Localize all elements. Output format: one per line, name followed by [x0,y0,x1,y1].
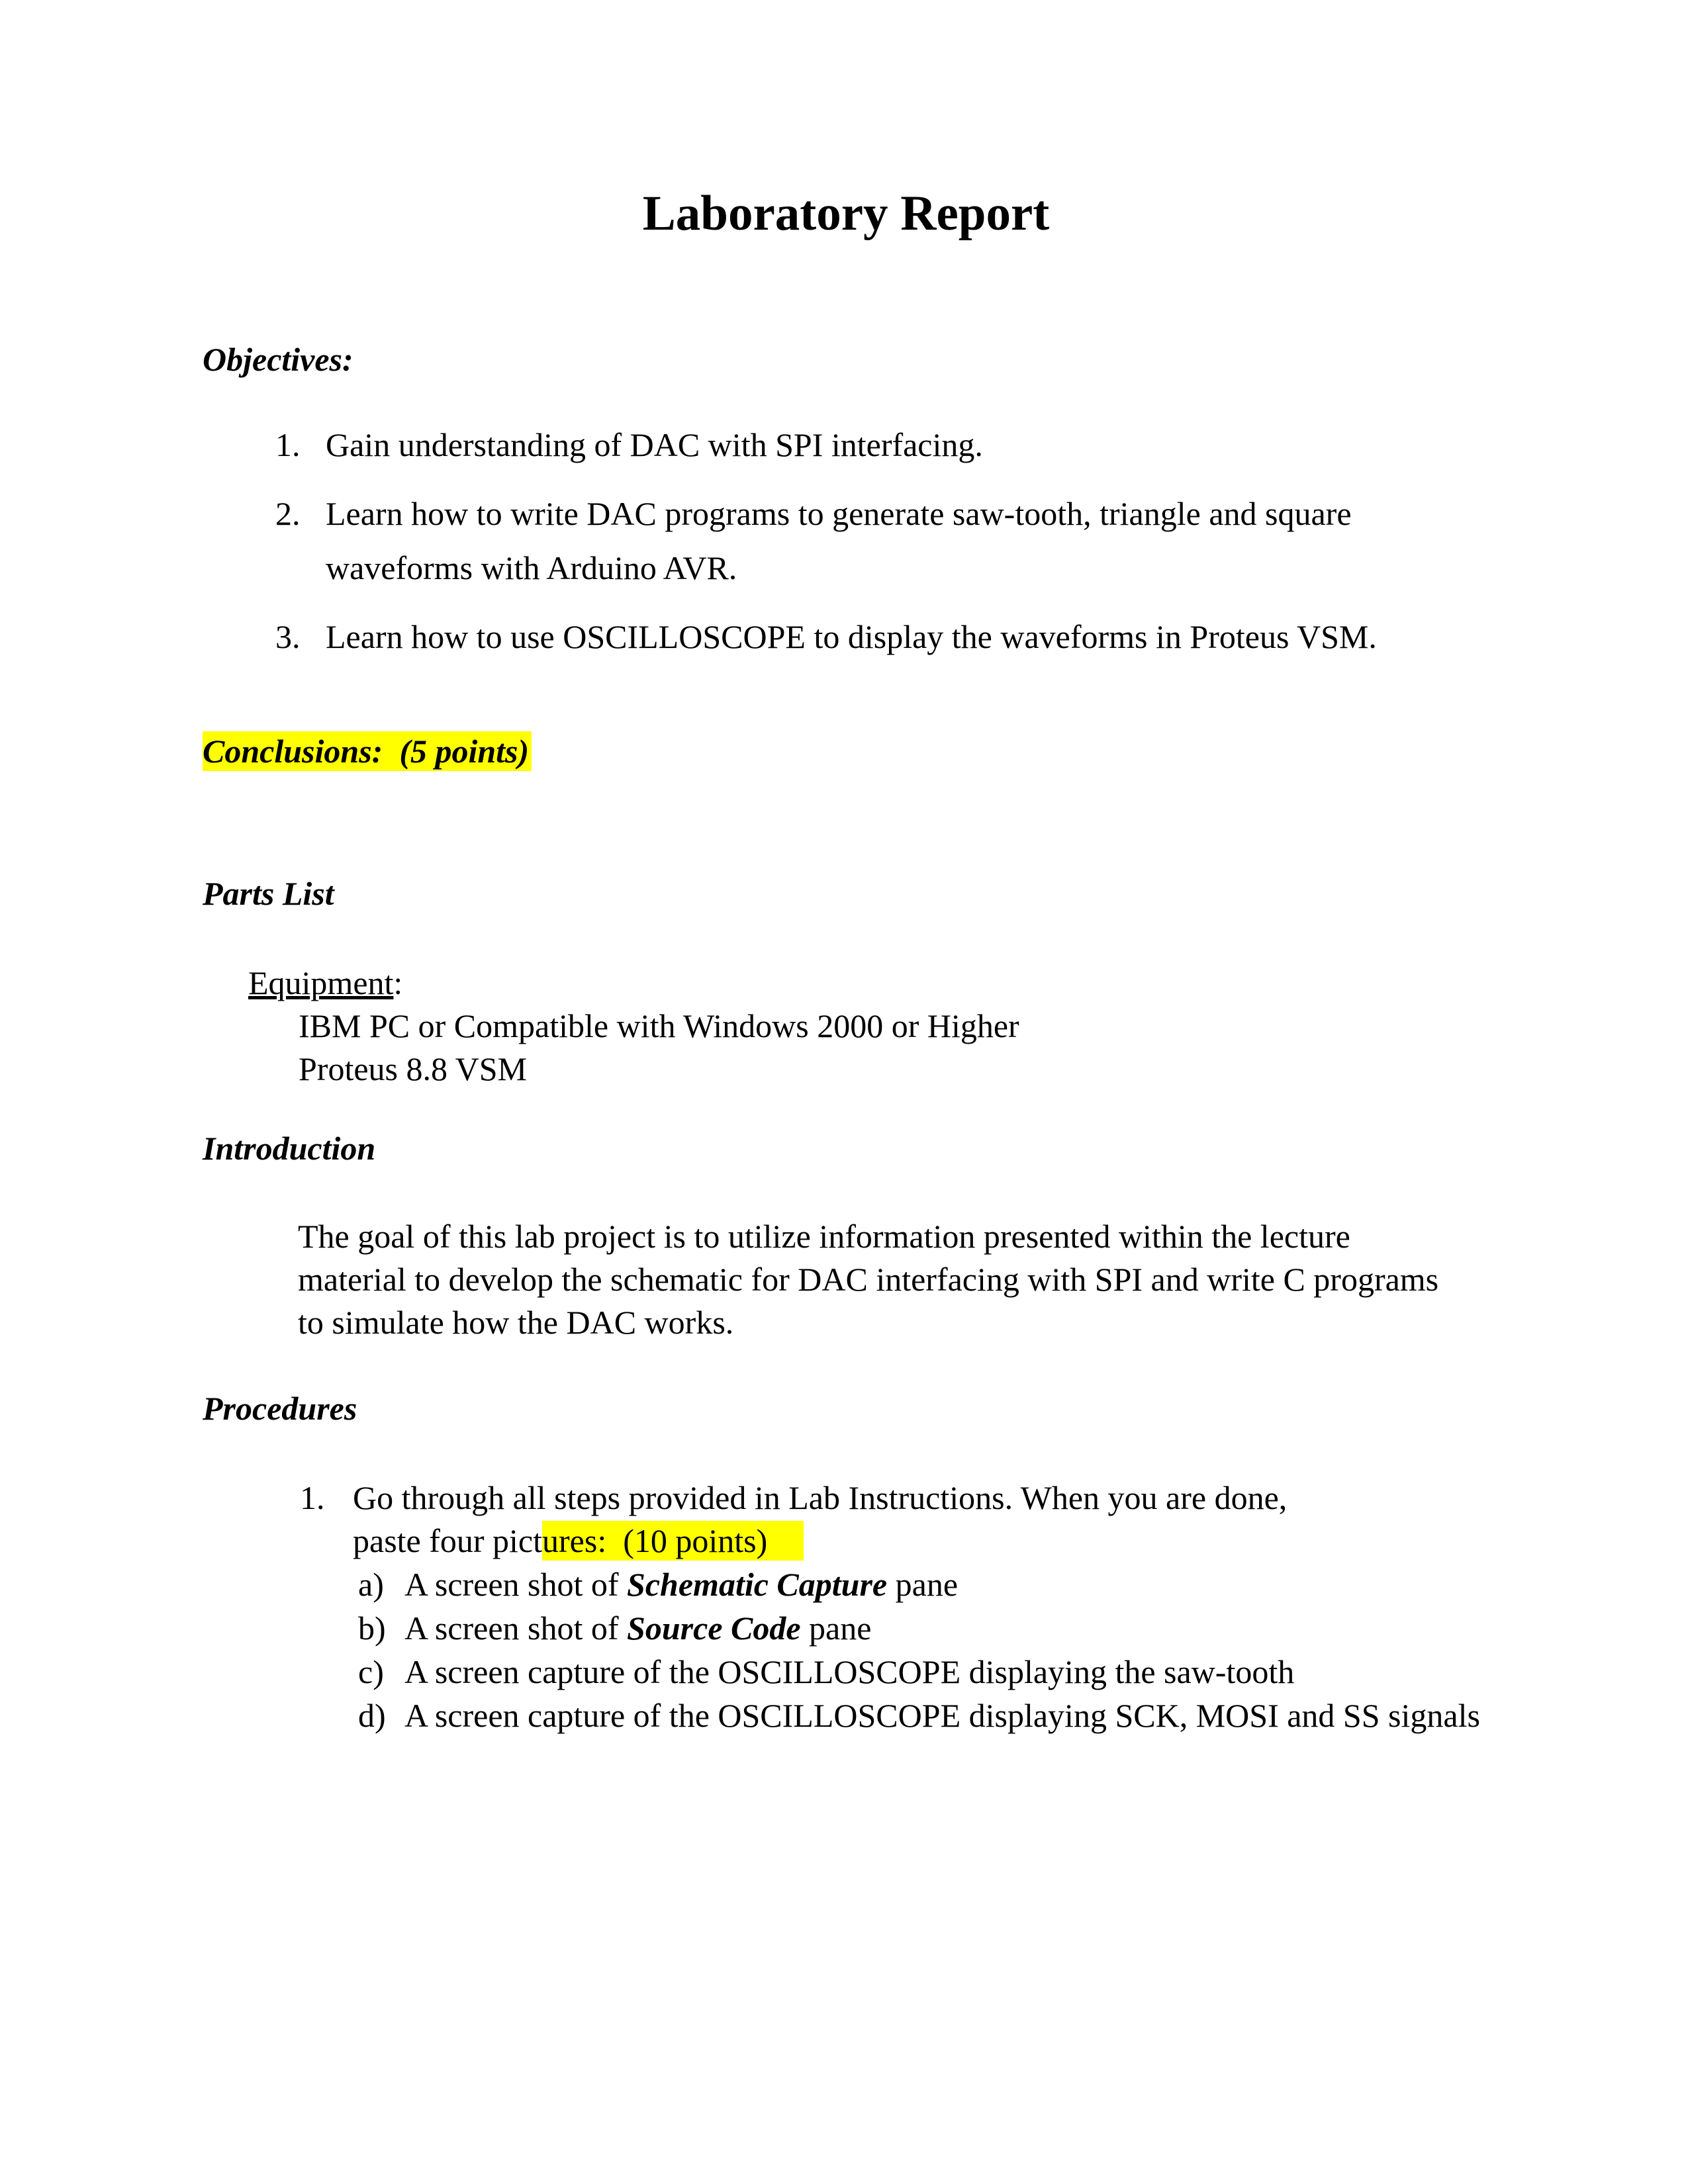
procedure-step [300,1477,1489,1737]
document-title: Laboratory Report [642,186,1050,241]
conclusions-highlighted-text: Conclusions: (5 points) [203,731,532,771]
objective-text: Learn how to write DAC programs to generate saw-tooth, triangle and square waveforms with Arduino AVR. [326,495,1352,587]
list-number: 1. [300,1479,325,1517]
procedure-sub-item [358,1694,1497,1737]
sub-item-pre: A screen capture of the OSCILLOSCOPE displaying SCK, MOSI and SS signals [404,1697,1480,1735]
list-number: 2. [275,495,301,533]
equipment-item: Proteus 8.8 VSM [299,1050,527,1088]
sub-item-label: d) [358,1697,386,1735]
procedure-sub-list [358,1563,1497,1737]
sub-item-post: pane [800,1610,872,1647]
objective-text: Gain understanding of DAC with SPI interfacing. [326,426,983,464]
procedures-list [300,1477,1489,1737]
objective-item [275,418,1489,472]
equipment-label: Equipment [248,964,394,1002]
sub-item-text [404,1694,1497,1737]
equipment-block [203,962,1489,1091]
sub-item-pre: A screen capture of the OSCILLOSCOPE displaying the saw-tooth [404,1653,1295,1691]
sub-item-post: pane [887,1566,959,1604]
conclusions-heading [203,730,1489,773]
sub-item-emphasis: Source Code [627,1610,801,1647]
objectives-heading: Objectives: [203,341,353,379]
objective-item [275,486,1489,595]
introduction-heading: Introduction [203,1130,376,1167]
procedure-step-text [353,1477,1352,1563]
objectives-list [275,418,1489,664]
sub-item-pre: A screen shot of [404,1566,628,1604]
procedure-sub-item [358,1650,1497,1694]
introduction-paragraph: The goal of this lab project is to utilize information presented within the lecture material to develop the schematic for DAC interfacing with SPI and write C programs to simulate how the DAC works. [298,1218,1439,1342]
equipment-item: IBM PC or Compatible with Windows 2000 or Higher [299,1007,1019,1045]
sub-item-emphasis: Schematic Capture [627,1566,888,1604]
sub-item-pre: A screen shot of [404,1610,628,1647]
sub-item-text [404,1563,1497,1606]
step-text-highlighted: ures: (10 points) [542,1521,804,1561]
sub-item-label: a) [358,1566,384,1604]
procedure-sub-item [358,1606,1497,1650]
sub-item-label: c) [358,1653,384,1691]
equipment-colon: : [393,964,403,1002]
sub-item-text [404,1606,1497,1650]
objective-text: Learn how to use OSCILLOSCOPE to display the waveforms in Proteus VSM. [326,618,1377,656]
step-text-plain: Go through all steps provided in Lab Instructions. When you are done, paste four pict [353,1479,1288,1560]
list-number: 1. [275,426,301,464]
procedure-step-body [353,1477,1497,1737]
parts-list-heading: Parts List [203,875,334,913]
list-number: 3. [275,618,301,656]
procedures-heading: Procedures [203,1390,357,1428]
equipment-label-line [248,962,1489,1005]
sub-item-label: b) [358,1610,386,1647]
objective-item [275,610,1489,664]
procedure-sub-item [358,1563,1497,1606]
sub-item-text [404,1650,1497,1694]
